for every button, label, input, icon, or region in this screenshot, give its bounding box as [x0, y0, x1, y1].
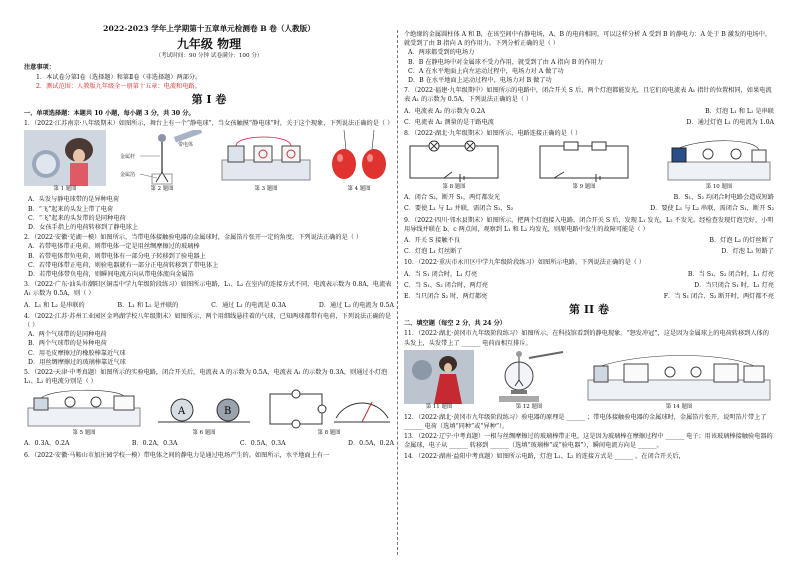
- electroscope-diagram-2: [489, 350, 569, 404]
- q5-option-a: A．0.3A，0.2A: [24, 440, 70, 448]
- q3-option-c: C．通过 L₁ 的电流是 0.3A: [211, 301, 287, 309]
- label-metal-rod: 金属杆: [120, 154, 136, 161]
- q9-option-b: B．灯泡 L₂ 的灯丝断了: [709, 237, 774, 245]
- board-diagram-q14: [584, 350, 774, 404]
- q5-option-c: C．0.5A，0.3A: [239, 440, 286, 448]
- figure-4-balloons: [324, 130, 394, 193]
- q3-options: [24, 301, 394, 310]
- question-4: 4．（2022·江苏·苏州工业园区金鸡湖学校八年级期末）如图所示，两个用细线悬挂着的气球，已知两球都带有电荷，下列说法正确的是（ ）: [24, 312, 392, 330]
- figure-caption: 第 1 题图: [53, 186, 77, 193]
- svg-text:B: B: [224, 406, 232, 418]
- question-6-continued: 个绝缘的金属圆柱体 A 和 B，在该空间中有静电场，A、B 的电荷相同，可以这样分析 A 受到 B 的静电力：A 处于 B 激发的电场中，就受到了由 B 指向 A 的作用力。下列分析正确的是（ ）: [404, 31, 772, 48]
- figure-12-electroscope: [489, 350, 569, 411]
- q8-option-c: C．要使 L₁ 与 L₂ 并联，需闭合 S₁、S₂: [404, 205, 514, 213]
- exam-title: 2022-2023 学年上学期第十五章单元检测卷 B 卷（人教版）: [103, 24, 315, 33]
- figure-caption: 第 9 题图: [572, 184, 596, 191]
- q10-options-2: [404, 281, 774, 290]
- q10-option-a: A．当 S₁ 闭合时，L₁ 灯亮: [404, 270, 478, 278]
- circuit-diagram-q9: [534, 140, 634, 184]
- q9-option-a: A．开关 S 接触不良: [404, 237, 460, 245]
- circuit-diagram-q8: [404, 140, 504, 184]
- q2-option-d: D．若带电体带负电荷，则瞬间电流方向从带电体流向金属箔: [28, 271, 194, 279]
- q8-option-a: A．闭合 S₂，断开 S₁，两灯都发光: [404, 194, 501, 202]
- q5-options: [24, 439, 394, 448]
- q10-options-1: [404, 270, 774, 279]
- figure-caption: 第 10 题图: [705, 184, 733, 191]
- question-6: 6．（2022·安徽·马鞍山市加庄园学校一模）带电体之间的静电力是通过电场产生的。如图所示，水平地面上有一: [24, 451, 330, 459]
- question-5: 5．（2022·天津·中考真题）如图所示的实验电路，闭合开关后，电流表 A 的示数为 0.5A，电流表 A₁ 的示数为 0.3A，则通过小灯泡 L₁、L₂ 的电流分别是（ ）: [24, 369, 388, 386]
- q4-option-c: C．用毛皮摩擦过的橡胶棒靠近气球: [28, 349, 126, 357]
- question-10: 10．（2022·重庆市永川区中学九年级阶段练习）如图所示电路，下列说法正确的是（ ）: [404, 259, 646, 267]
- question-9: 9．（2022·四川·邻水县期末）如图所示，把两个灯泡接入电路，闭合开关 S 后，发现 L₁ 发光，L₂ 不发光。经检查发现灯泡完好，小明用导线并联在 b、c 两点间，观察到 L₁ 和 L₂ 均发光，则原电路中发生的故障可能是（ ）: [404, 216, 774, 233]
- electroscope-diagram: [116, 130, 208, 186]
- spheres-diagram: [154, 388, 254, 430]
- figure-caption: 第 4 题图: [347, 186, 371, 193]
- q4-option-b: B．两个气球带的是异种电荷: [28, 340, 107, 348]
- figure-1-static-ball: [24, 130, 106, 193]
- schematic-with-meter: [264, 388, 394, 430]
- board-diagram-q10: [664, 140, 774, 184]
- section-heading: 一、单项选择题：本题共 10 小题，每小题 3 分，共 30 分。: [24, 110, 195, 118]
- q7-options-2: [404, 118, 774, 127]
- q6-option-a: A．两球都受到的电场力: [408, 49, 475, 57]
- figure-8-circuit: [404, 140, 504, 191]
- question-2: 2．（2022·安徽·芜湖一模）如图所示，当带电体接触验电器的金属球时，金属箔片张开一定的角度，下列说法正确的是（ ）: [24, 234, 363, 242]
- part2-title: 第 II 卷: [569, 303, 609, 317]
- q7-option-d: D．通过灯泡 L₁ 的电流为 1.0A: [686, 118, 774, 126]
- q8-options-1: [404, 193, 774, 202]
- q3-option-a: A．L₁ 和 L₂ 是串联的: [24, 301, 85, 309]
- question-11: 11．（2022·湖北·黄冈市九年级阶段练习）如图所示，在科技馆看到的静电现象。“怒发冲冠”，这是因为金属球上的电荷转移到人体的头发上，头发带上了 ______ 电荷而相互排斥。: [404, 330, 769, 347]
- figure-row-1: [24, 130, 394, 193]
- q5-option-d: D．0.5A，0.2A: [348, 440, 394, 448]
- circuit-diagram-q5: [24, 388, 144, 430]
- q10-option-c: C．当 S₁、S₂ 闭合时，两灯亮: [404, 281, 488, 289]
- balloons-diagram: [324, 130, 394, 186]
- q10-option-f: F．当 S₁ 闭合、S₂ 断开时，两灯都不亮: [663, 293, 774, 301]
- q10-option-e: E．当只闭合 S₂ 时，两灯都亮: [404, 293, 488, 301]
- circuit-board-diagram: [218, 130, 314, 186]
- photo-girl-static-ball: [24, 130, 106, 186]
- q7-options-1: [404, 107, 774, 116]
- figure-caption: 第 2 题图: [150, 186, 174, 193]
- grade-title: 九年级 物理: [176, 37, 242, 52]
- q10-options-3: [404, 292, 774, 301]
- label-metal-foil: 金属箔: [120, 172, 136, 179]
- part1-title: 第 I 卷: [191, 93, 227, 107]
- figure-9-circuit: [534, 140, 634, 191]
- figure-3-circuit: [218, 130, 314, 193]
- figure-caption: 第 8 题图: [317, 430, 341, 437]
- left-column: [24, 24, 394, 460]
- figure-6-spheres: [154, 388, 254, 437]
- q7-option-b: B．灯泡 L₁ 和 L₂ 是串联: [705, 107, 774, 115]
- note-item: 1．本试卷分第Ⅰ卷（选择题）和第Ⅱ卷（非选择题）两部分。: [36, 73, 202, 81]
- q9-option-c: C．灯泡 L₁ 灯丝断了: [404, 248, 463, 256]
- q10-option-d: D．当只闭合 S₁ 时，L₁ 灯亮: [694, 281, 774, 289]
- q1-option-a: A．头发与静电球带的是异种电荷: [28, 196, 120, 204]
- right-column: [404, 30, 774, 461]
- q3-option-b: B．L₁ 和 L₂ 是并联的: [117, 301, 179, 309]
- q6-option-c: C．A 在水平地面上向左运动过程中，电场力对 A 做了功: [408, 67, 564, 75]
- question-1: 1．（2022·江苏南京·八年级期末）如图所示，舞台上有一个“静电球”，当女孩触摸“静电球”时，关于这个现象，下列说法正确的是（ ）: [24, 120, 394, 128]
- q9-option-d: D．灯泡 L₂ 短路了: [721, 248, 774, 256]
- q1-option-c: C．“飞”起来的头发带的是同种电荷: [28, 214, 126, 222]
- label-charged-body: 带电体: [178, 142, 194, 149]
- figure-caption: 第 11 题图: [425, 403, 453, 410]
- q9-options-2: [404, 247, 774, 256]
- q6-option-d: D．B 在水平地面上运动过程中，电场力对 B 做了功: [408, 77, 552, 85]
- question-13: 13．（2022·辽宁·中考真题）一根与丝绸摩擦过的玻璃棒带正电，这是因为玻璃棒在摩擦过程中 ______ 电子；用该玻璃棒接触验电器的金属球，电子从 ______ 转移到 ______（选填“玻璃棒”或“验电器”），瞬间电流方向是 ______。: [404, 433, 773, 450]
- figure-10-board: [664, 140, 774, 191]
- section-2-heading: 二、填空题（每空 2 分，共 24 分）: [404, 320, 506, 328]
- notes-heading: 注意事项：: [24, 64, 55, 72]
- photo-girl-red-dress: [404, 350, 474, 404]
- q8-option-d: D．要使 L₁ 与 L₂ 串联，需闭合 S₁，断开 S₂: [650, 205, 774, 213]
- figure-caption: 第 3 题图: [254, 186, 278, 193]
- figure-5-circuit: [24, 388, 144, 437]
- q4-option-a: A．两个气球带的是同种电荷: [28, 331, 107, 339]
- figure-caption: 第 14 题图: [665, 403, 693, 410]
- figure-row-11: [404, 350, 774, 411]
- q2-option-a: A．若带电体带正电荷，则带电体一定是用丝绸摩擦过的玻璃棒: [28, 243, 200, 251]
- q8-options-2: [404, 204, 774, 213]
- q2-option-b: B．若带电体带负电荷，则带电体有一部分电子转移到了验电器上: [28, 252, 206, 260]
- figure-row-5: [24, 388, 394, 437]
- figure-2-electroscope: [116, 130, 208, 193]
- q8-option-b: B．S₁、S₂ 均闭合时电路会造成短路: [673, 194, 774, 202]
- q2-option-c: C．若带电体带正电荷，则验电器就有一部分正电荷转移到了带电体上: [28, 261, 219, 269]
- exam-meta: （考试时间：90 分钟 试卷满分：100 分）: [155, 53, 263, 60]
- question-8: 8．（2022·湖北·九年级期末）如图所示，电路连接正确的是（ ）: [404, 130, 582, 138]
- figure-caption: 第 5 题图: [72, 430, 96, 437]
- question-3: 3．（2022·广东·汕头市潮阳区铜盂中学九年级阶段练习）如图所示电路，L₁、L₂ 在室内的连接方式不同，电流表示数为 0.8A，电流表 A₁ 示数为 0.5A，则（ ）: [24, 281, 392, 298]
- figure-caption: 第 6 题图: [192, 430, 216, 437]
- figure-14-board: [584, 350, 774, 411]
- q7-option-a: A．电流表 A₂ 的示数为 0.2A: [404, 107, 486, 115]
- q9-options-1: [404, 236, 774, 245]
- figure-caption: 第 8 题图: [442, 184, 466, 191]
- q1-option-d: D．女孩手指上的电荷转移到了静电球上: [28, 224, 139, 232]
- figure-8-schematic: [264, 388, 394, 437]
- svg-text:A: A: [178, 406, 186, 418]
- q1-option-b: B．“飞”起来的头发上带了电荷: [28, 205, 114, 213]
- question-14: 14．（2022·湖南·益阳中考真题）如图所示电路，灯泡 L₁、L₂ 的连接方式是 ______ 。在闭合开关后，: [404, 452, 685, 460]
- figure-11-photo: [404, 350, 474, 411]
- q3-option-d: D．通过 L₂ 的电流为 0.5A: [318, 301, 394, 309]
- q7-option-c: C．电流表 A₂ 测量的是干路电流: [404, 118, 494, 126]
- figure-row-8: [404, 140, 774, 191]
- note-item-scope: 2．测试范围：人教版九年级全一册第十五章：电流和电路。: [36, 82, 201, 90]
- figure-caption: 第 12 题图: [515, 403, 543, 410]
- question-7: 7．（2022·福建·九年级期中）如图所示的电路中，闭合开关 S 后，两个灯泡都能发光，且它们的电流表 A₁ 指针的位置相同，如果电流表 A₁ 的示数为 0.5A，下列说法正确的是（ ）: [404, 87, 772, 104]
- q6-option-b: B．B 在静电场中对金属球不受力作用，就受到了由 A 指向 B 的作用力: [408, 58, 604, 66]
- q5-option-b: B．0.2A，0.3A: [131, 440, 178, 448]
- question-12: 12．（2022·湖北·黄冈市九年级阶段练习）验电器的原理是 ______ ；带电体接触验电器的金属球时，金属箔片张开，说明箔片带上了 ______ 电荷（选填“同种”或“异种”）。: [404, 413, 767, 431]
- q4-option-d: D．用丝绸摩擦过的玻璃棒靠近气球: [28, 358, 126, 366]
- column-divider: [397, 30, 398, 555]
- q10-option-b: B．当 S₁、S₂ 闭合时，L₁ 灯亮: [687, 270, 774, 278]
